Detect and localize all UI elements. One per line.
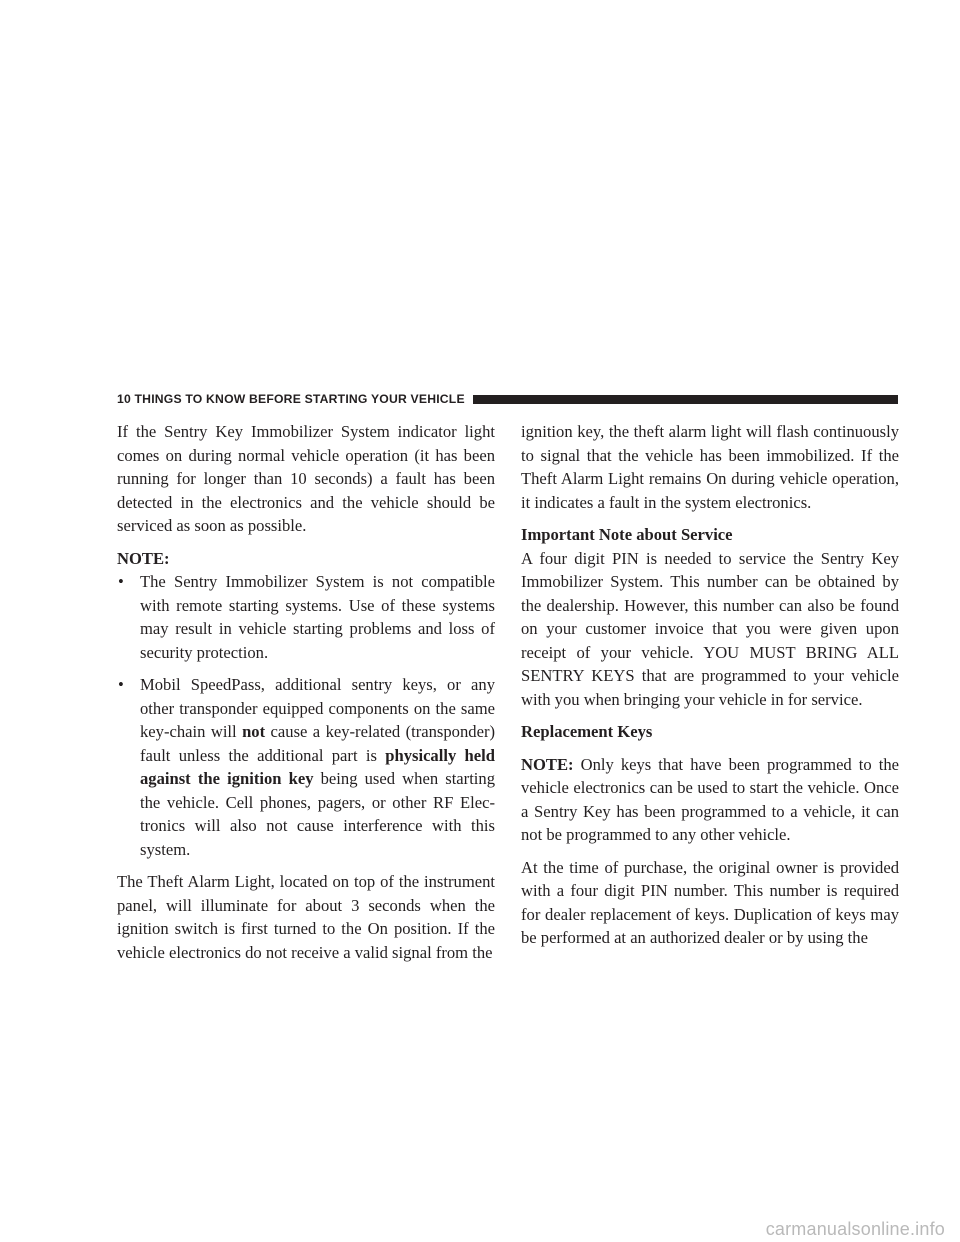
bullet-item [117, 673, 495, 861]
paragraph: The Theft Alarm Light, located on top of the instrument panel, will illuminate for about 3 seconds when the ignition switch is first turned to the On position. If the vehicle electronics do not receive a valid signal from the [117, 872, 495, 962]
bullet-emphasis: not [242, 722, 266, 741]
section-heading: Important Note about Service [521, 525, 733, 544]
bullet-emphasis: physically held against the ignition key [140, 745, 495, 788]
paragraph: At the time of purchase, the original owner is provided with a four digit PIN number. This number is required for dealer replacement of keys. Duplication of keys may be performed at an authorized dealer or by using the [521, 857, 899, 947]
section-heading: Replacement Keys [521, 722, 653, 741]
bullet-text: Mobil SpeedPass, additional sentry keys, or any other transponder equipped components on the same key-chain will [140, 675, 495, 741]
paragraph: A four digit PIN is needed to service the Sentry Key Immobilizer System. This number can be obtained by the dealership. However, this number can also be found on your customer invoice that you were given upon receipt of your vehicle. YOU MUST BRING ALL SENTRY KEYS that are programmed to your vehicle with you when bringing your vehicle in for service. [521, 548, 899, 709]
bullet-item [117, 570, 495, 664]
note-label: NOTE: [521, 754, 574, 774]
paragraph: ignition key, the theft alarm light will flash continuously to signal that the vehicle has been immobilized. If the Theft Alarm Light remains On during vehicle operation, it indicates a fault in the system electronics. [521, 422, 899, 512]
note-text: Only keys that have been programmed to the vehicle electronics can be used to start the vehicle. Once a Sentry Key has been programmed to a vehicle, it can not be programmed to any other vehicle. [521, 754, 899, 844]
header-rule [473, 395, 898, 404]
bullet-text: cause a key-related (transponder) fault unless the additional part is [140, 722, 495, 765]
note-label: NOTE: [117, 548, 170, 568]
bullet-text: The Sentry Immobilizer System is not compatible with remote starting systems. Use of these systems may result in vehicle starting problems and loss of security protection. [140, 572, 495, 662]
left-column [117, 420, 495, 964]
page-header [117, 390, 898, 408]
paragraph: If the Sentry Key Immobilizer System indicator light comes on during normal vehicle operation (it has been running for longer than 10 seconds) a fault has been detected in the electronics and the vehicle should be serviced as soon as possible. [117, 422, 495, 535]
note-paragraph [521, 753, 899, 847]
header-title: 10 THINGS TO KNOW BEFORE STARTING YOUR VEHICLE [117, 392, 465, 406]
watermark-text: carmanualsonline.info [765, 1219, 945, 1239]
right-column [521, 420, 899, 950]
bullet-icon: • [118, 572, 124, 591]
bullet-icon: • [118, 675, 124, 694]
bullet-text: being used when starting the vehicle. Cell phones, pagers, or other RF Elec-tronics will also not cause interference with this system. [140, 769, 496, 859]
